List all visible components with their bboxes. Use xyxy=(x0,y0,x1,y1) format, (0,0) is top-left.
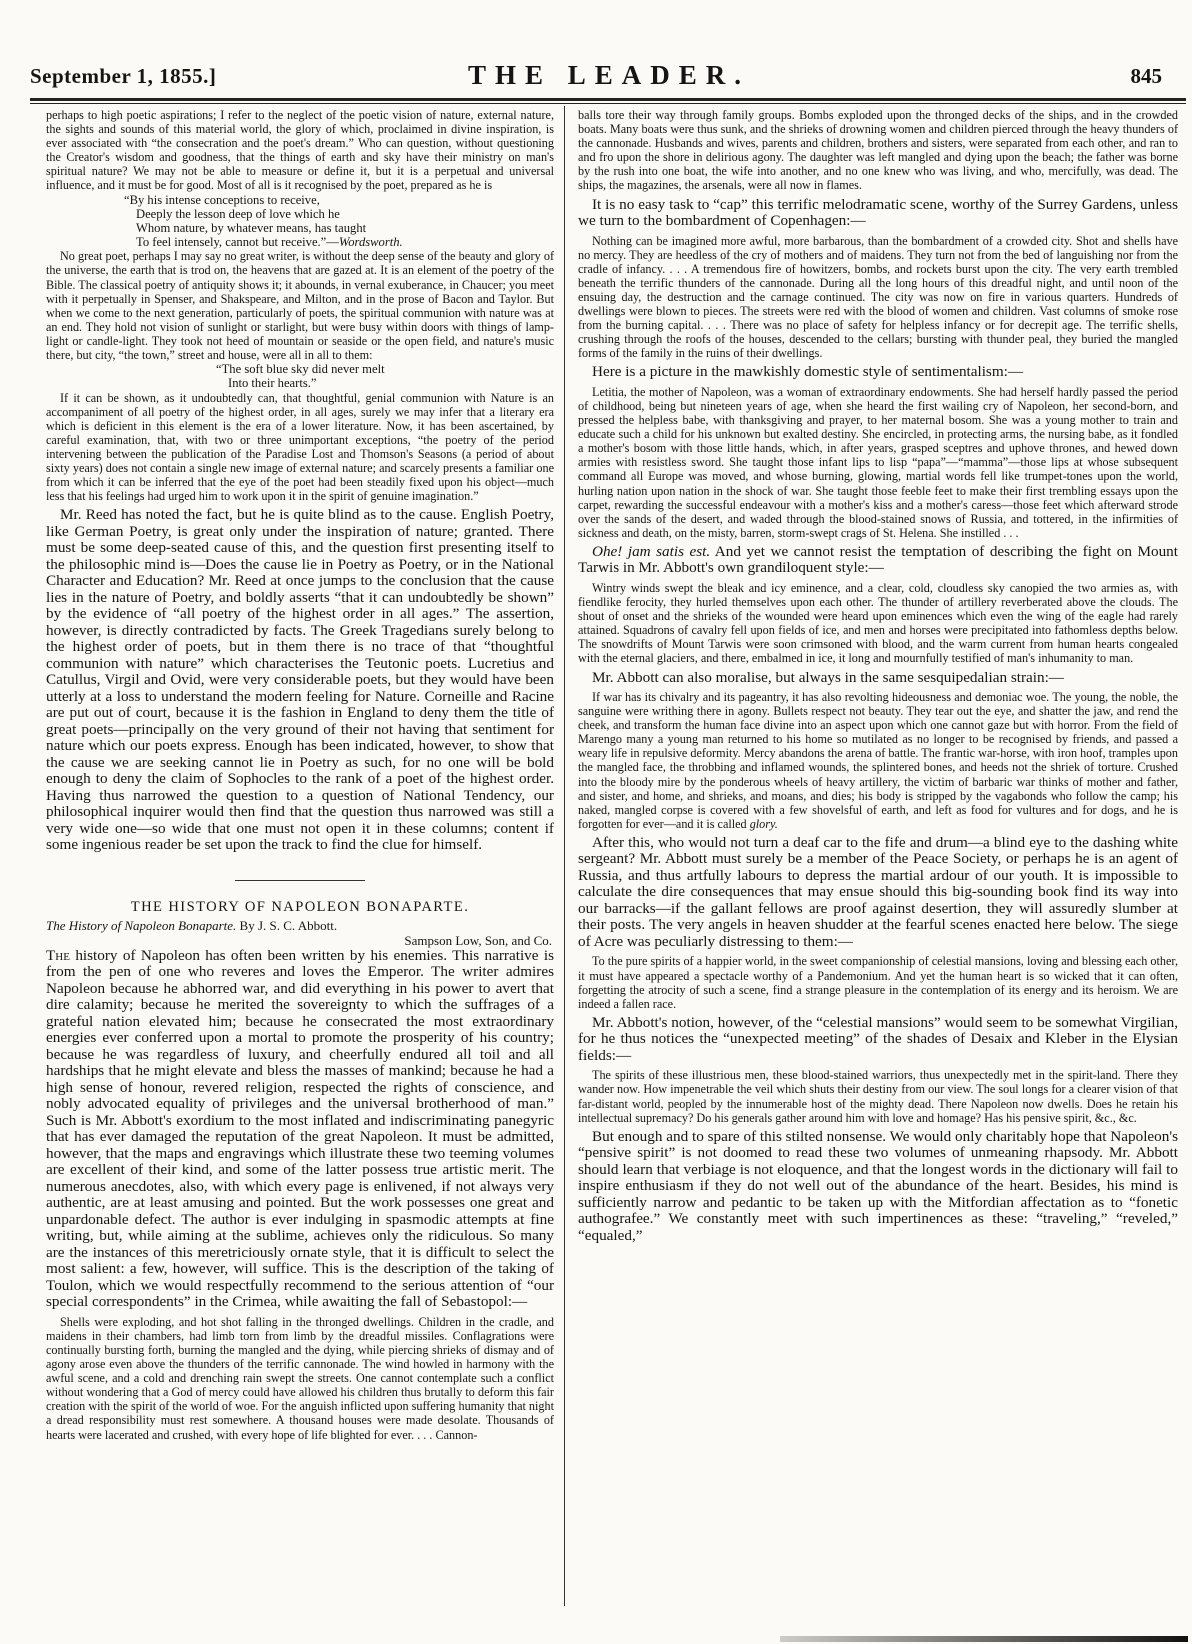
right-column xyxy=(578,108,1178,1244)
masthead xyxy=(30,52,1188,96)
verse-quote-town xyxy=(46,362,554,390)
verse-line: Into their hearts.” xyxy=(228,376,317,391)
left-column xyxy=(46,108,554,1442)
left-paragraph-3: If it can be shown, as it undoubtedly can, that thoughtful, genial communion with Nature is an accompaniment of all poetry of the highest order, in all ages, surely we may infer that a literary era which is deficient in this element is the era of a lower literature. Now, it has been ascertained, by careful examination, that, with two or three unimportant exceptions, “the poetry of the period intervening between the publication of the Paradise Lost and Thomson's Seasons (a period of about sixty years) does not contain a single new image of external nature; and scarcely presents a familiar one from which it can be inferred that the eye of the poet had been steadily fixed upon his object—much less that his feelings had urged him to work upon it in the spirit of genuine imagination.” xyxy=(46,390,554,504)
verse-attribution: Wordsworth. xyxy=(338,235,403,250)
newspaper-title: THE LEADER. xyxy=(467,60,751,90)
header-rule-thin xyxy=(30,103,1186,104)
left-paragraph-5: The history of Napoleon has often been written by his enemies. This narrative is from the pen of one who reveres and loves the Emperor. The writer admires Napoleon because he abhorred war, and did everything in his power to avert that dire calamity; because he merited the sovereignty to which the suffrages of a grateful nation elevated him; because he consecrated the most extraordinary energies ever conferred upon a mortal to promote the prosperity of his country; because he was regardless of luxury, and cheerfully endured all toil and all hardships that he might elevate and bless the masses of mankind; because he had a high sense of honour, revered religion, respected the rights of conscience, and nobly advocated equality of privileges and the universal brotherhood of man.” Such is Mr. Abbott's exordium to the most inflated and indiscriminating panegyric that has ever damaged the reputation of the great Napoleon. It must be admitted, however, that the maps and engravings which illustrate these two teeming volumes are excellent of their kind, and some of the latter possess true artistic merit. The numerous anecdotes, also, with which every page is enlivened, if not always very authentic, are at least amusing and pointed. But the work possesses one great and unpardonable defect. The author is ever indulging in spasmodic attempts at fine writing, but, while aiming at the sublime, achieves only the ridiculous. So many are the instances of this meretriciously ornate style, that it is difficult to select the most salient: a few, however, will suffice. This is the description of the taking of Toulon, which we would respectfully recommend to the serious attention of “our special correspondents” in the Crimea, while awaiting the fall of Sebastopol:— xyxy=(46,946,554,1311)
book-title: The History of Napoleon Bonaparte. xyxy=(46,917,237,933)
book-citation xyxy=(46,918,554,933)
right-paragraph-6: Ohe! jam satis est. And yet we cannot resist the temptation of describing the fight on Mount Tarwis in Mr. Abbott's own grandiloquent style:— xyxy=(578,542,1178,577)
right-paragraph-5: Letitia, the mother of Napoleon, was a woman of extraordinary endowments. She had herself hardly passed the period of childhood, being but nineteen years of age, when she heard the first wailing cry of Napoleon, her second-born, and pressed the helpless babe, with thanksgiving and prayer, to her maternal bosom. She was a young mother to train and educate such a child for his unknown but exalted destiny. She encircled, in protecting arms, the nursing babe, as it fondled a mother's bosom with those little hands, which, in after years, grasped sceptres and uphove thrones, and hewed down armies with resistless sword. She taught those infant lips to lisp “papa”—“mamma”—those lips at whose subsequent command all Europe was moved, and whose burning, glowing, martial words fell like trumpet-tones upon the world, hurling nation upon nation in the shock of war. She taught those feeble feet to make their first trembling essays upon the carpet, rewarding the successful endeavour with a mother's kiss and a mother's caress—those feet which afterward strode over the sands of the desert, and waded through the blood-stained snows of Russia, and tottered, in the infirmities of sickness and death, on the misty, barren, storm-swept crags of St. Helena. She instilled . . . xyxy=(578,384,1178,540)
book-author: By J. S. C. Abbott. xyxy=(239,917,338,933)
right-paragraph-13: The spirits of these illustrious men, these blood-stained warriors, thus unexpectedly met in the spirit-land. There they wander now. How impenetrable the veil which shuts their destiny from our view. The soul longs for a clearer vision of that far-distant world, peopled by the innumerable host of the mighty dead. There Napoleon now dwells. Does he retain his intellectual supremacy? Do his generals gather around him with love and homage? Has his pensive spirit, &c., &c. xyxy=(578,1068,1178,1125)
section-separator xyxy=(235,880,365,881)
right-paragraph-11: To the pure spirits of a happier world, in the sweet companionship of celestial mansions, loving and blessing each other, it must have appeared a spectacle worthy of a Pandemonium. And yet the human heart is so wicked that it can often, forgetting the atrocity of such a scene, find a strange pleasure in the contemplation of its energy and its heroism. We are indeed a fallen race. xyxy=(578,954,1178,1011)
opening-word: The xyxy=(46,946,70,964)
verse-line: “By his intense conceptions to receive, xyxy=(124,192,320,207)
issue-date: September 1, 1855.] xyxy=(30,64,217,88)
verse-line: “The soft blue sky did never melt xyxy=(216,362,385,377)
latin-phrase: Ohe! jam satis est. xyxy=(592,542,711,560)
page-number: 845 xyxy=(1130,64,1162,88)
review-heading: THE HISTORY OF NAPOLEON BONAPARTE. xyxy=(130,898,470,915)
left-paragraph-2: No great poet, perhaps I may say no great writer, is without the deep sense of the beauty and glory of the universe, the earth that is trod on, the heavens that are gazed at. It is an element of the poetry of the Bible. The classical poetry of antiquity shows it; it abounds, in vernal exuberance, in Chaucer; you meet with it perpetually in Spenser, and Shakspeare, and Milton, and in the prose of Bacon and Taylor. But when we come to the next generation, particularly of poets, the spiritual communion with nature was at an end. They hold not vision of sunlight or starlight, but were busy within doors with things of lamp-light or candle-light. They took not heed of mountain or seaside or the open field, and nature's music there, but city, “the town,” street and house, were all in all to them: xyxy=(46,249,554,363)
header-rule xyxy=(30,98,1186,101)
left-paragraph-6: Shells were exploding, and hot shot falling in the thronged dwellings. Children in the cradle, and maidens in their chambers, had limb torn from limb by the dreadful missiles. Conflagrations were continually bursting forth, burning the mangled and the dying, while piercing shrieks of dismay and of agony arose even above the thunders of the terrific cannonade. The wind howled in harmony with the awful scene, and a cold and drenching rain swept the streets. One cannot contemplate such a conflict without wondering that a God of mercy could have allowed his children thus brutally to deform this fair creation with the spirit of the world of woe. For the anguish inflicted upon suffering humanity that night a dread responsibility must rest somewhere. A thousand houses were made desolate. Thousands of hearts were lacerated and crushed, with every hope of life blighted for ever. . . . Cannon- xyxy=(46,1314,554,1442)
right-paragraph-1: balls tore their way through family groups. Bombs exploded upon the thronged decks of the ships, and in the crowded boats. Many boats were thus sunk, and the shrieks of drowning women and children pierced through the heavy thunders of the cannonade. Husbands and wives, parents and children, brothers and sisters, were separated from each other, and ran to and fro upon the shore in delirious agony. The daughter was left mangled and dying upon the beach; the father was borne by the rush into one boat, the wife into another, and no one knew who was living, and who, mercifully, was dead. The ships, the magazines, the arsenals, were all now in flames. xyxy=(578,108,1178,193)
right-paragraph-9: If war has its chivalry and its pageantry, it has also revolting hideousness and demoniac woe. The young, the noble, the sanguine were writhing there in agony. Bullets respect not beauty. They tear out the eye, and shatter the jaw, and rend the cheek, and transform the human face divine into an aspect upon which one cannot gaze but with horror. From the field of Marengo many a young man returned to his home so mutilated as no longer to be recognised by friends, and passed a weary life in repulsive deformity. Mercy abandons the arena of battle. The frantic war-horse, with iron hoof, tramples upon the mangled face, the throbbing and inflamed wounds, the splintered bones, and heeds not the shriek of torture. Crushed into the bloody mire by the ponderous wheels of heavy artillery, the victim of barbaric war thinks of mother and father, and sister, and home, and shrieks, and moans, and dies; his body is stripped by the vagabonds who follow the camp; his naked, mangled corpse is covered with a few shovelsful of earth, and left as food for vultures and for dogs, and he is forgotten for ever—and it is called glory. xyxy=(578,690,1178,831)
right-paragraph-2: It is no easy task to “cap” this terrific melodramatic scene, worthy of the Surrey Gardens, unless we turn to the bombardment of Copenhagen:— xyxy=(578,195,1178,230)
verse-quote-wordsworth xyxy=(46,193,554,250)
verse-line: Deeply the lesson deep of love which he xyxy=(136,206,340,221)
glory-word: glory. xyxy=(749,816,778,831)
book-publisher: Sampson Low, Son, and Co. xyxy=(404,932,552,948)
right-paragraph-14: But enough and to spare of this stilted nonsense. We would only charitably hope that Napoleon's “pensive spirit” is not doomed to read these two volumes of unmeaning rhapsody. Mr. Abbott should learn that verbiage is not eloquence, and that the longest words in the dictionary will fail to inspire enthusiasm if they do not well out of the abundance of the heart. Besides, his mind is sufficiently narrow and pedantic to be taken up with the Mitfordian affectation as to “fonetic authografee.” We constantly meet with such impertinences as these: “traveling,” “reveled,” “equaled,” xyxy=(578,1127,1178,1244)
page-edge-mark xyxy=(780,1636,1188,1642)
verse-line: Whom nature, by whatever means, has taught xyxy=(136,220,367,235)
right-paragraph-4: Here is a picture in the mawkishly domestic style of sentimentalism:— xyxy=(592,363,1024,381)
column-divider xyxy=(564,106,565,1606)
left-paragraph-1: perhaps to high poetic aspirations; I refer to the neglect of the poetic vision of nature, external nature, the sights and sounds of this material world, the glory of which, proclaimed in divine inspiration, is ever associated with “the consecration and the poet's dream.” Who can question, without questioning the Creator's wisdom and goodness, that the things of earth and sky have their ministry on man's spiritual nature? We may not be able to measure or define it, but it is a perpetual and universal influence, and it must be for good. Most of all is it recognised by the poet, prepared as he is xyxy=(46,108,554,193)
right-paragraph-7: Wintry winds swept the bleak and icy eminence, and a clear, cold, cloudless sky canopied the two armies as, with fiendlike ferocity, they hurled themselves upon each other. The thunder of artillery reverberated above the clouds. The shout of onset and the shrieks of the wounded were heard upon eminences which even the wing of the eagle had rarely attained. Squadrons of cavalry fell upon fields of ice, and men and horses were precipitated into fathomless depths below. The snowdrifts of Mount Tarwis were soon crimsoned with blood, and the warm current from human hearts congealed with the eternal glaciers, and there, embalmed in ice, it long and mournfully testified of man's inhumanity to man. xyxy=(578,580,1178,666)
right-paragraph-10: After this, who would not turn a deaf car to the fife and drum—a blind eye to the dashing white sergeant? Mr. Abbott must surely be a member of the Peace Society, or perhaps he is an agent of Russia, and thus artfully labours to depress the martial ardour of our youth. It is impossible to calculate the dire consequences that may ensue should this big-sounding book find its way into our barracks—if the gallant fellows are proof against desertion, they will assuredly slumber at their posts. The very angels in heaven shudder at the fearful scenes enacted here below. The siege of Acre was peculiarly distressing to them:— xyxy=(578,833,1178,950)
verse-line: To feel intensely, cannot but receive.”—Wordsworth. xyxy=(136,235,403,250)
left-paragraph-4: Mr. Reed has noted the fact, but he is quite blind as to the cause. English Poetry, like German Poetry, is great only under the inspiration of nature; granted. There must be some deep-seated cause of this, and the question first presenting itself to the philosophic mind is—Does the cause lie in Poetry as Poetry, or in the National Character and Education? Mr. Reed at once jumps to the conclusion that the cause lies in the nature of Poetry, and boldly asserts “that it can undoubtedly be shown” by the evidence of “all poetry of the highest order in all ages.” The assertion, however, is directly contradicted by facts. The Greek Tragedians surely belong to the highest order of poets, but in them there is no trace of that “thoughtful communion with nature” which characterises the Teutonic poets. Lucretius and Catullus, Virgil and Ovid, were very considerable poets, but they would have been utterly at a loss to understand the modern feeling for Nature. Corneille and Racine are put out of court, because it is the fashion in England to deny them the title of great poets—principally on the very ground of their not having that sentiment for nature which our poets express. Enough has been indicated, however, to show that the cause we are seeking cannot lie in Poetry as such, for no one will be bold enough to deny the claim of Sophocles to the rank of a poet of the highest order. Having thus narrowed the question to a question of National Tendency, our philosophical inquirer would then find that the question thus narrowed was still a very wide one—so wide that one must not open it in these columns; content if some ingenious reader be set upon the track to find the clue for himself. xyxy=(46,506,554,854)
right-paragraph-8: Mr. Abbott can also moralise, but always in the same sesquipedalian strain:— xyxy=(592,668,1064,686)
right-paragraph-12: Mr. Abbott's notion, however, of the “celestial mansions” would seem to be somewhat Virgilian, for he thus notices the “unexpected meeting” of the shades of Desaix and Kleber in the Elysian fields:— xyxy=(578,1013,1178,1064)
right-paragraph-3: Nothing can be imagined more awful, more barbarous, than the bombardment of a crowded city. Shot and shells have no mercy. They are heedless of the cry of mothers and of maidens. They turn not from the bed of languishing nor from the cradle of infancy. . . . A tremendous fire of howitzers, bombs, and rockets burst upon the city. The very earth trembled beneath the terrific thunders of the cannonade. During all the long hours of this dreadful night, and until noon of the ensuing day, the destruction and the carnage continued. The city was now on fire in various quarters. Hundreds of dwellings were blown to pieces. The streets were red with the blood of women and children. Vast columns of smoke rose from the burning capital. . . . There was no place of safety for helpless infancy or for decrepit age. The terrific shells, crushing through the roofs of the houses, descended to the cellars; bursting with thunder peal, they buried the mangled forms of the family in the ruins of their dwellings. xyxy=(578,233,1178,361)
